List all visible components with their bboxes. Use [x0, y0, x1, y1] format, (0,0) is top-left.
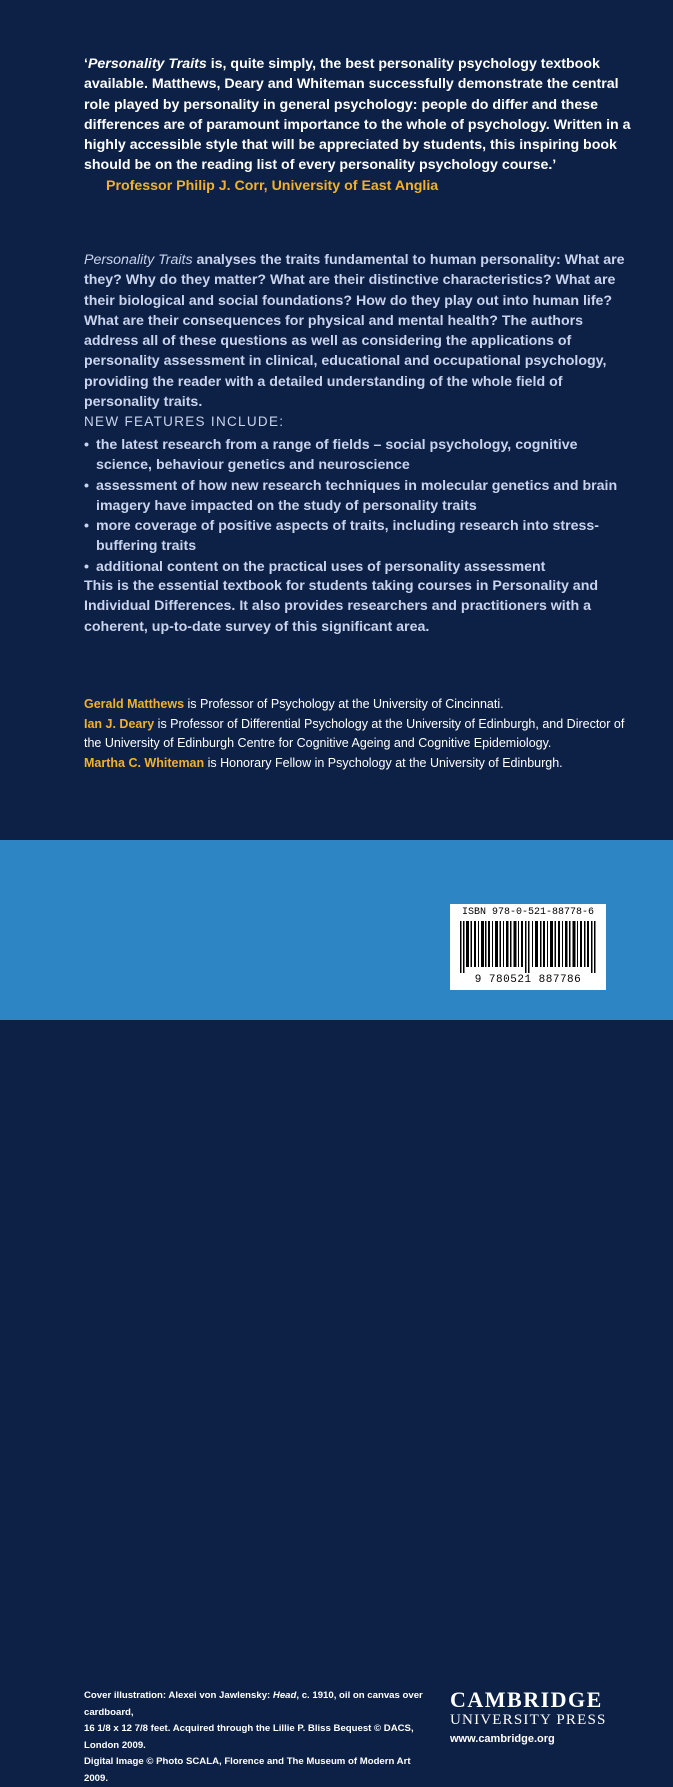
credit-line: 16 1/8 x 12 7/8 feet. Acquired through the Lillie P. Bliss Bequest © DACS, London 2009.	[84, 1723, 414, 1751]
credit-text: , c. 1910, oil on canvas over cardboard,	[84, 1690, 423, 1718]
description-book-title: Personality Traits	[84, 252, 193, 268]
new-features-heading: NEW FEATURES INCLUDE:	[84, 414, 285, 429]
feature-item: • additional content on the practical uses of personality assessment	[84, 557, 632, 577]
author-description: is Professor of Differential Psychology at the University of Edinburgh, and Director of the University of Edinburgh Centre for Cognitive Ageing and Cognitive Epidemiology.	[84, 716, 625, 750]
publisher-name: CAMBRIDGE	[450, 1687, 603, 1712]
artwork-title: Head	[272, 1690, 297, 1701]
author-bio	[84, 695, 644, 715]
description-body: analyses the traits fundamental to human personality: What are they? Why do they matter? What are their distinctive characteristics? What are their biological and social foundations? How do they play out into human life? What are their consequences for physical and mental health? The authors address all of these questions as well as considering the applications of personality assessment in clinical, educational and occupational psychology, providing the reader with a detailed understanding of the whole field of personality traits.	[84, 252, 625, 411]
author-bio	[84, 715, 644, 754]
endorsement-quote	[84, 54, 632, 196]
credit-line	[84, 1688, 434, 1721]
feature-item: • assessment of how new research techniques in molecular genetics and brain imagery have impacted on the study of personality traits	[84, 476, 632, 517]
back-cover-main-panel	[0, 0, 673, 840]
isbn-barcode	[450, 904, 606, 990]
quote-open-mark: ‘	[84, 56, 88, 72]
author-description: is Professor of Psychology at the University of Cincinnati.	[184, 697, 504, 711]
credit-text: Cover illustration: Alexei von Jawlensky:	[84, 1690, 273, 1701]
author-name: Ian J. Deary	[84, 716, 155, 731]
author-name: Gerald Matthews	[84, 697, 185, 711]
endorsement-text	[84, 54, 632, 176]
feature-item: • more coverage of positive aspects of traits, including research into stress-buffering traits	[84, 516, 632, 557]
publisher-logo	[450, 1688, 650, 1745]
book-description	[84, 250, 632, 412]
author-description: is Honorary Fellow in Psychology at the University of Edinburgh.	[204, 755, 563, 770]
isbn-text: ISBN 978-0-521-88778-6	[461, 907, 595, 918]
cover-illustration-credit	[84, 1688, 434, 1787]
essential-textbook-statement: This is the essential textbook for students taking courses in Personality and Individual Differences. It also provides researchers and practitioners with a coherent, up-to-date survey of this significant area.	[84, 578, 599, 635]
feature-item: • the latest research from a range of fields – social psychology, cognitive science, behaviour genetics and neuroscience	[84, 435, 632, 476]
author-name: Martha C. Whiteman	[84, 755, 205, 770]
description-text	[84, 250, 632, 412]
barcode-number: 9 780521 887786	[474, 974, 582, 986]
author-bio	[84, 754, 644, 774]
new-features-list	[84, 435, 632, 577]
credit-line: Digital Image © Photo SCALA, Florence and The Museum of Modern Art 2009.	[84, 1756, 411, 1784]
quote-book-title: Personality Traits	[87, 56, 207, 72]
publisher-subname: UNIVERSITY PRESS	[450, 1712, 607, 1728]
author-bios	[84, 695, 644, 773]
publisher-url: www.cambridge.org	[450, 1733, 555, 1745]
barcode-bars-icon	[458, 921, 598, 973]
quote-body: is, quite simply, the best personality psychology textbook available. Matthews, Deary and Whiteman successfully demonstrate the central role played by personality in general psychology: people do differ and these differences are of paramount importance to the whole of psychology. Written in a highly accessible style that will be appreciated by students, this inspiring book should be on the reading list of every personality psychology course.’	[84, 56, 631, 174]
endorsement-attribution: Professor Philip J. Corr, University of East Anglia	[106, 177, 439, 194]
